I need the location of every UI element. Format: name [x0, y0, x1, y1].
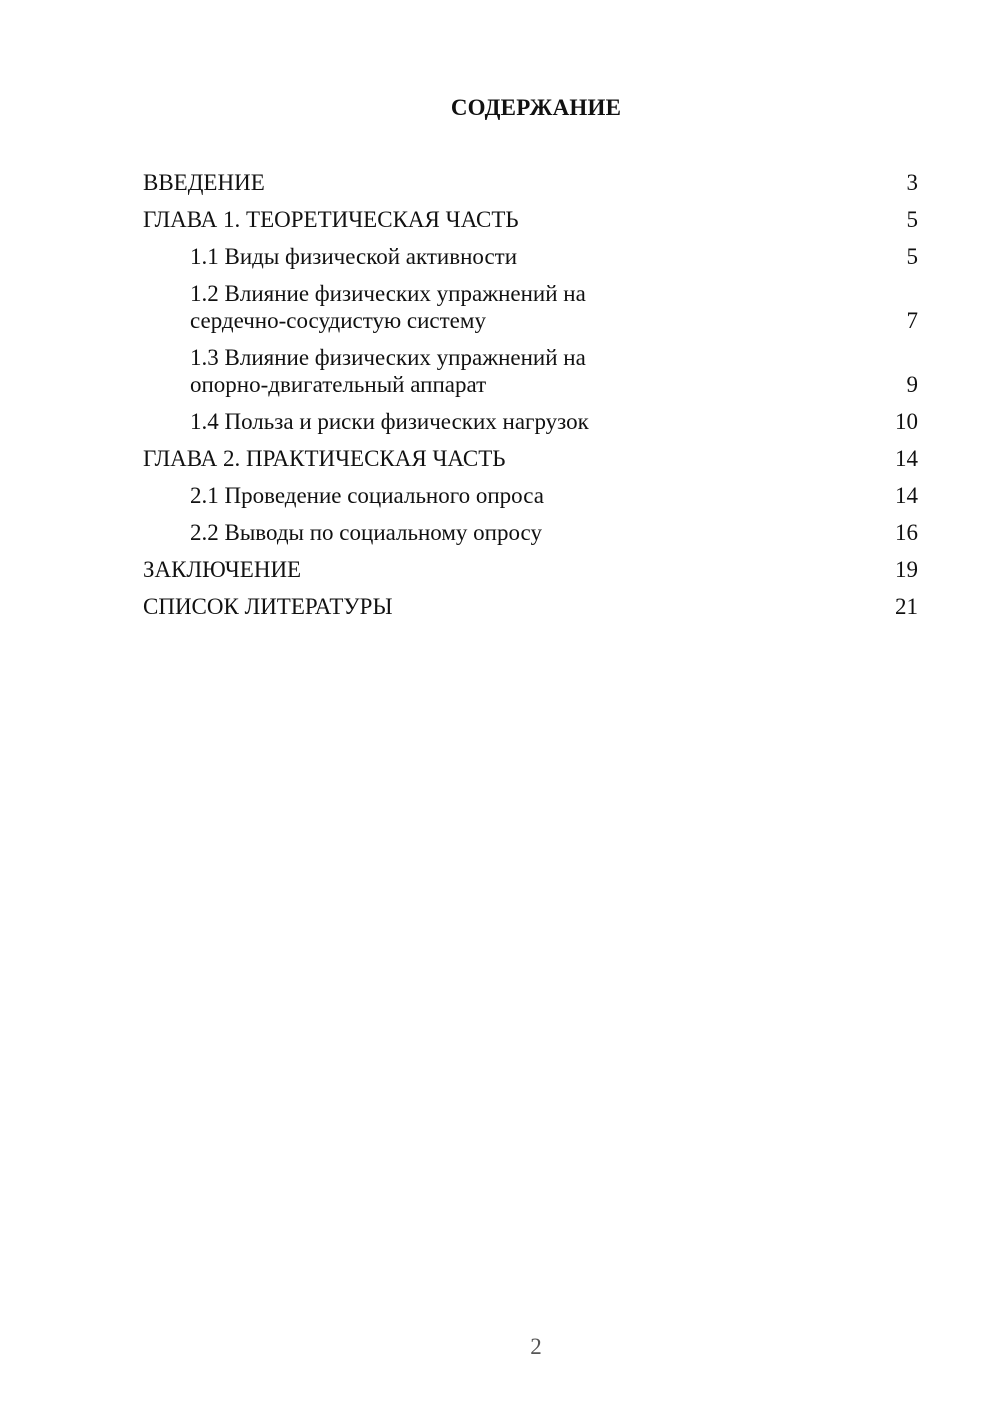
toc-entry-section-1-1[interactable]	[143, 243, 918, 270]
toc-entry-conclusion[interactable]	[143, 556, 918, 583]
toc-entry-section-1-3[interactable]	[143, 344, 918, 398]
toc-entry-page: 16	[895, 520, 918, 545]
toc-entry-page: 19	[895, 557, 918, 582]
toc-entry-chapter-1[interactable]	[143, 206, 918, 233]
toc-entry-page: 14	[895, 446, 918, 471]
toc-entry-chapter-2[interactable]	[143, 445, 918, 472]
toc-entry-label: 2.1 Проведение социального опроса	[190, 483, 544, 508]
toc-entry-page: 3	[906, 170, 918, 195]
toc-entry-label: ГЛАВА 2. ПРАКТИЧЕСКАЯ ЧАСТЬ	[143, 446, 506, 471]
toc-entry-label: 1.3 Влияние физических упражнений на опорно-двигательный аппарат	[190, 345, 586, 397]
table-of-contents	[143, 169, 918, 630]
toc-entry-page: 5	[906, 207, 918, 232]
toc-entry-section-2-2[interactable]	[143, 519, 918, 546]
toc-entry-section-1-2[interactable]	[143, 280, 918, 334]
toc-entry-label: ГЛАВА 1. ТЕОРЕТИЧЕСКАЯ ЧАСТЬ	[143, 207, 519, 232]
toc-title: СОДЕРЖАНИЕ	[450, 95, 622, 120]
toc-entry-label: ЗАКЛЮЧЕНИЕ	[143, 557, 302, 582]
toc-entry-page: 7	[906, 308, 918, 333]
toc-entry-label: 1.2 Влияние физических упражнений на сердечно-сосудистую систему	[190, 281, 586, 333]
toc-entry-page: 10	[895, 409, 918, 434]
toc-entry-label: СПИСОК ЛИТЕРАТУРЫ	[143, 594, 393, 619]
toc-entry-page: 5	[906, 244, 918, 269]
toc-entry-page: 9	[906, 372, 918, 397]
page-number: 2	[530, 1334, 542, 1359]
toc-entry-label: ВВЕДЕНИЕ	[143, 170, 265, 195]
toc-entry-section-1-4[interactable]	[143, 408, 918, 435]
toc-entry-page: 14	[895, 483, 918, 508]
toc-entry-introduction[interactable]	[143, 169, 918, 196]
toc-entry-label: 2.2 Выводы по социальному опросу	[190, 520, 542, 545]
toc-entry-page: 21	[895, 594, 918, 619]
toc-entry-label: 1.1 Виды физической активности	[190, 244, 518, 269]
toc-entry-label: 1.4 Польза и риски физических нагрузок	[190, 409, 589, 434]
toc-entry-section-2-1[interactable]	[143, 482, 918, 509]
toc-entry-references[interactable]	[143, 593, 918, 620]
